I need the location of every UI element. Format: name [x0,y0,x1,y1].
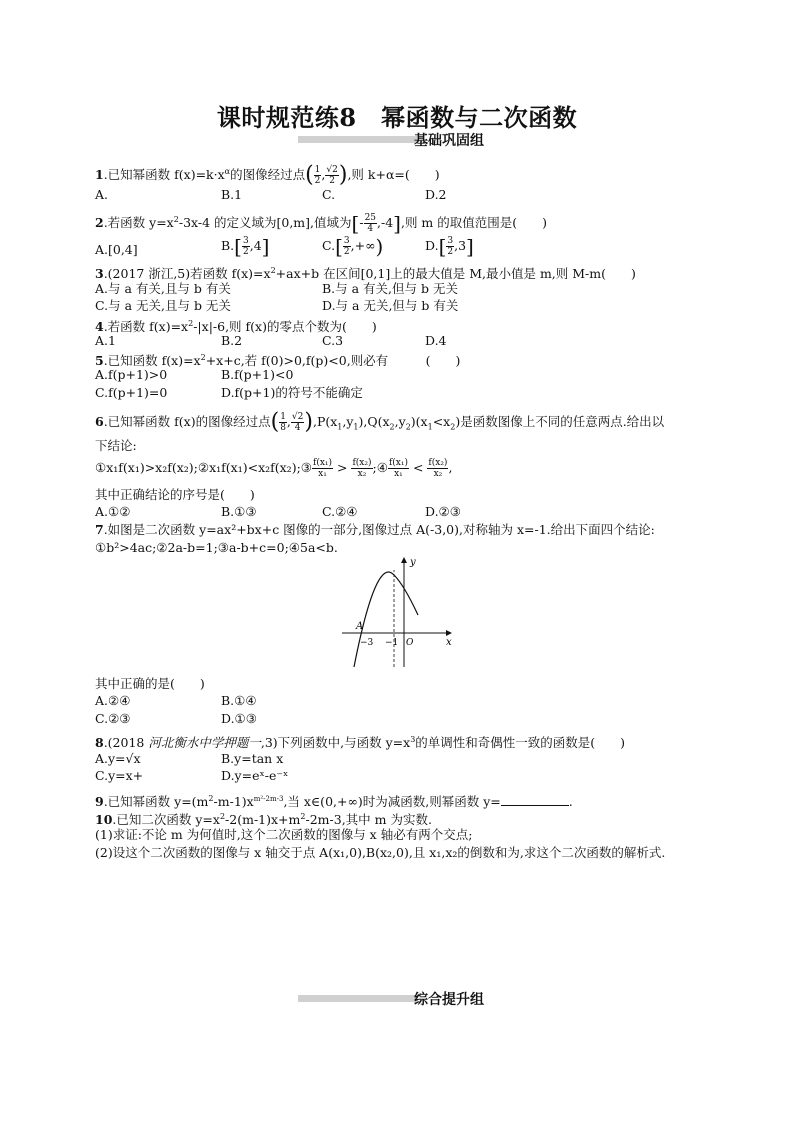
option-a: A. [95,187,109,202]
question-5: 5.已知函数 $f(x)=x^2+x+c$,若 f(0)>0,f(p)<0,则必有 ( ) [95,353,461,369]
option-a: A.[0,4] [95,242,138,257]
option-d: D.②③ [425,504,461,519]
question-10-part-1: (1)求证:不论 m 为何值时,这个二次函数的图像与 x 轴必有两个交点; [95,827,473,842]
question-10: 10.已知二次函数 $y=x^2-2(m-1)x+m^2-2m-3$,其中 m 为实数. [95,812,432,828]
section-bar-advanced [298,995,418,1002]
option-d: D.2 [425,187,447,202]
y-label: y [410,557,416,568]
option-b: B.1 [221,187,243,202]
option-c: C.与 a 无关,且与 b 无关 [95,298,231,313]
option-d: D.[ $\frac{3}{2}$ ,3] [425,234,474,259]
section-bar-basic [298,136,418,143]
parabola-curve [354,572,418,667]
question-4: 4.若函数 $f(x)=x^2-|x|-6$,则 f(x)的零点个数为( ) [95,319,377,335]
question-7: 7.如图是二次函数 y=ax²+bx+c 图像的一部分,图像过点 A(-3,0),对称轴为 x=-1.给出下面四个结论: [95,522,655,537]
section-basic-title: 基础巩固组 [414,133,484,149]
x-label: x [446,637,452,648]
question-1: 1.已知幂函数 $f(x)=k\cdot x^\alpha$的图像经过点( $\frac{1}{2}$ , $\frac{√2}{2}$ ),则 k+α=( ) [95,162,440,188]
option-a: A.1 [95,333,116,348]
option-b: B.①④ [221,693,257,708]
fraction: $\frac{25}{4}$ [364,213,377,235]
question-9: 9.已知幂函数 $y=(m^2-m-1)x^{m^2-2m-3}$,当 x∈(0,+∞)时为减函数,则幂函数 y= . [95,794,573,810]
x-axis-arrow [446,630,452,636]
option-a: A.与 a 有关,且与 b 有关 [95,281,231,296]
option-c: C.3 [322,333,344,348]
option-d: D.与 a 无关,但与 b 有关 [322,298,459,313]
option-a: A.y=√x [95,751,141,766]
question-6-conclusions: ①x₁f(x₁)>x₂f(x₂);②x₁f(x₁)<x₂f(x₂);③ $\frac{\text{f(x₁)}}{\text{x₁}}$ > $\frac{\text{f(x₂)}}{\text{x₂}}$ ;④ $\frac{\text{f(x₁)}}{\text{x₁}}$ < $\frac{\text{f(x₂)}}{\text{x₂}}$ , [95,458,453,479]
option-a: A.②④ [95,693,131,708]
option-c: C. [322,187,336,202]
tick-label-minus-1: −1 [385,638,399,648]
option-b: B.①③ [221,504,257,519]
question-2: 2.若函数 $y=x^2-3x-4$ 的定义域为[0,m],值域为[- $\frac{25}{4}$ ,-4],则 m 的取值范围是( ) [95,211,548,236]
point-a-label: A [356,621,364,632]
origin-label: O [406,638,414,648]
page-title: 课时规范练8 幂函数与二次函数 [216,103,578,132]
option-a: A.f(p+1)>0 [95,367,168,382]
option-b: B.[ $\frac{3}{2}$ ,4] [221,234,270,259]
parabola-graph [336,555,456,670]
question-3: 3.(2017 浙江,5)若函数 $f(x)=x^2+ax+b$ 在区间[0,1]上的最大值是 M,最小值是 m,则 M-m( ) [95,266,636,282]
option-a: A.①② [95,504,131,519]
section-advanced-title: 综合提升组 [414,992,484,1008]
question-6-line2: 下结论: [95,438,137,453]
tick-label-minus-3: −3 [360,638,374,648]
option-c: C.②④ [322,504,358,519]
question-8: 8.(2018 河北衡水中学押题一,3)下列函数中,与函数 $y=x^3$的单调性和奇偶性一致的函数是( ) [95,735,626,751]
option-b: B.与 a 有关,但与 b 无关 [322,281,458,296]
question-10-part-2: (2)设这个二次函数的图像与 x 轴交于点 A(x₁,0),B(x₂,0),且 x₁,x₂的倒数和为,求这个二次函数的解析式. [95,845,666,860]
option-d: D.f(p+1)的符号不能确定 [221,385,363,400]
question-7-line2: ①b²>4ac;②2a-b=1;③a-b+c=0;④5a<b. [95,540,338,555]
fraction: $\frac{√2}{2}$ [326,165,338,187]
option-c: C.[ $\frac{3}{2}$ ,+∞) [322,234,384,259]
option-c: C.f(p+1)=0 [95,385,168,400]
fraction: $\frac{1}{2}$ [314,165,321,187]
y-axis-arrow [401,557,407,563]
option-d: D.4 [425,333,447,348]
option-d: D.①③ [221,711,257,726]
option-c: C.②③ [95,711,131,726]
question-6-prompt: 其中正确结论的序号是( ) [95,487,255,502]
answer-blank[interactable] [501,794,569,806]
option-b: B.2 [221,333,243,348]
option-d: D.y=eˣ-e⁻ˣ [221,768,289,783]
option-c: C.y=x+ [95,768,144,783]
question-6: 6.已知幂函数 f(x)的图像经过点( $\frac{1}{8}$ , $\frac{√2}{4}$ )$,P(x_1,y_1),Q(x_2,y_2)(x_1<x_2)$是函数图像上不同的任意两点.给出以 [95,409,665,435]
option-b: B.y=tan x [221,751,284,766]
question-number: 1 [95,167,104,183]
option-b: B.f(p+1)<0 [221,367,294,382]
question-7-prompt: 其中正确的是( ) [95,676,205,691]
